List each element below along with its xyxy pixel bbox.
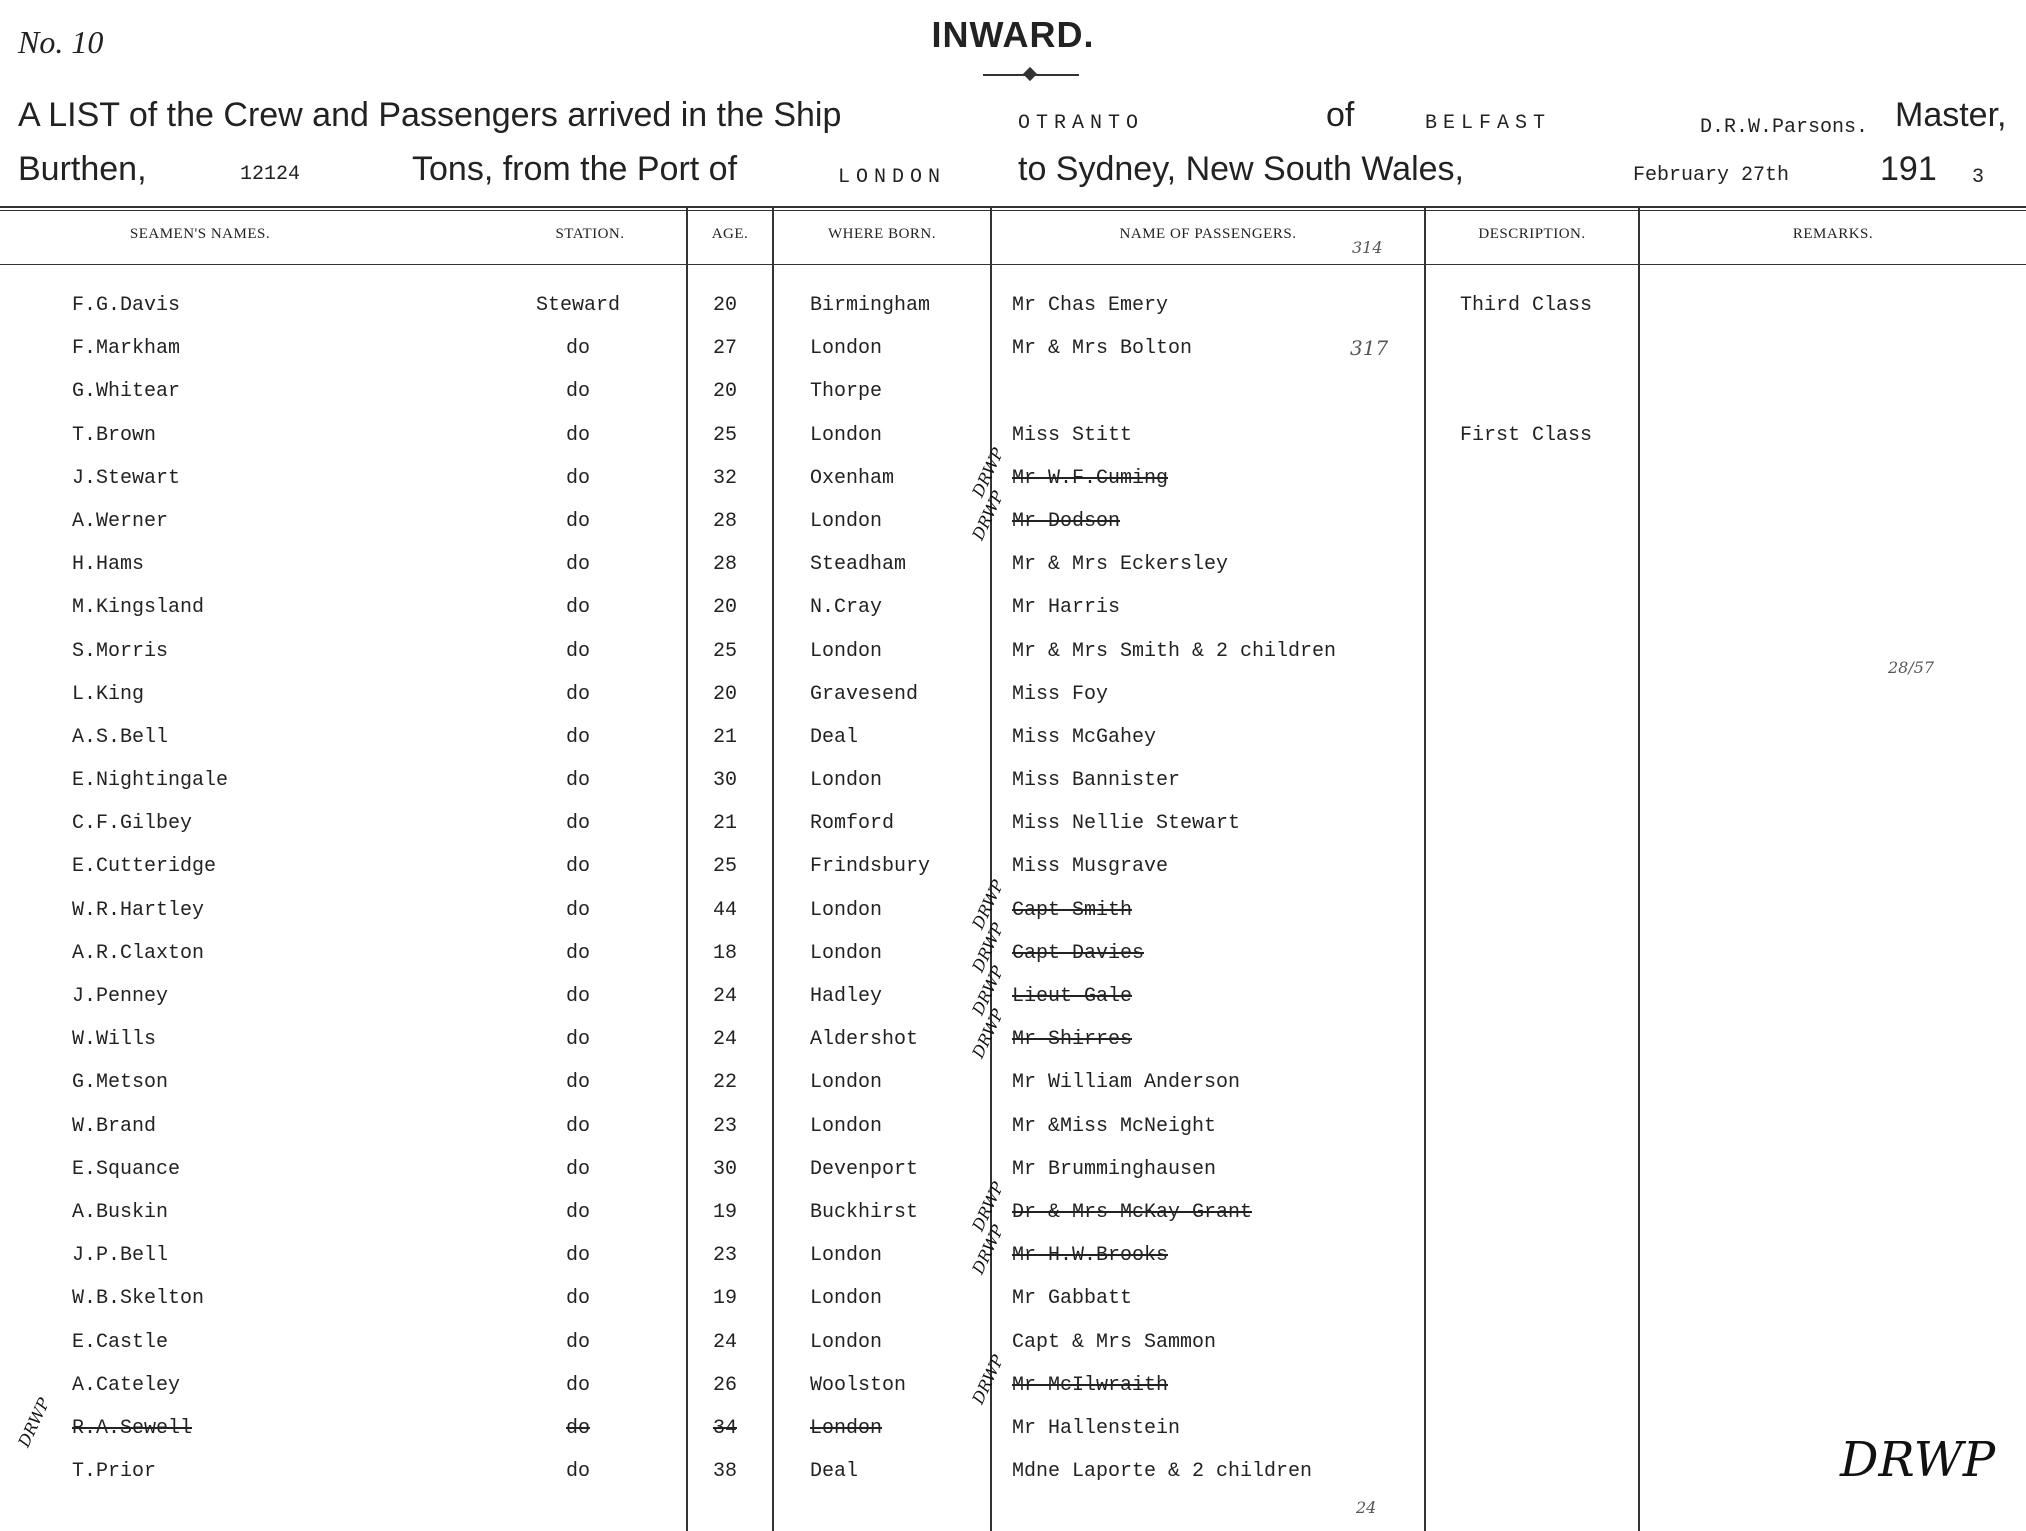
station: do [565,1330,590,1354]
age: 20 [712,380,737,404]
from-port: LONDON [838,166,947,189]
table-row [0,416,2026,459]
seaman-name: E.Cutteridge [72,855,217,879]
seaman-name: F.Markham [72,337,181,361]
where-born: London [810,1416,883,1440]
passenger-name: Mr Chas Emery [1012,294,1169,317]
passenger-name: Mr & Mrs Eckersley [1012,553,1229,577]
ship-name: OTRANTO [1018,112,1145,135]
table-row [0,1351,2026,1409]
passenger-name: Mr H.W.Brooks [1012,1244,1169,1268]
ornament-divider [983,74,1079,76]
age: 20 [712,596,737,620]
age: 27 [712,337,737,361]
station: do [565,855,590,879]
table-row [0,963,2026,1020]
table-row [0,1107,2026,1150]
table-row [0,919,2026,977]
where-born: Steadham [810,553,907,577]
master-name: D.R.W.Parsons. [1700,116,1869,139]
where-born: Birmingham [810,294,931,317]
table-row [0,718,2026,761]
age: 32 [712,466,737,490]
age: 28 [712,553,737,577]
table-row [0,487,2026,545]
station: do [565,380,590,404]
table-row [0,761,2026,804]
where-born: London [810,1330,883,1354]
table-row [0,1323,2026,1366]
station: do [565,812,590,836]
initials-mark: DRWP [968,444,1008,500]
passenger-name: Mr Harris [1012,596,1121,620]
passenger-name: Miss Nellie Stewart [1012,812,1241,836]
age: 23 [712,1244,737,1268]
year-suffix: 3 [1972,166,1985,189]
rule-header [0,264,2026,265]
table-row [0,632,2026,675]
seaman-name: A.R.Claxton [72,941,205,965]
seaman-name: W.B.Skelton [72,1287,205,1311]
passenger-name: Lieut Gale [1012,985,1133,1008]
tons-label: Tons, from the Port of [412,150,738,188]
where-born: Hadley [810,985,883,1008]
table-body [0,286,2026,1495]
age: 30 [712,769,737,793]
passenger-name: Mr Gabbatt [1012,1287,1133,1311]
where-born: Deal [810,1460,859,1484]
station: do [565,423,590,447]
initials-mark: DRWP [968,919,1008,975]
where-born: Romford [810,812,895,836]
seaman-name: W.Brand [72,1114,157,1138]
description: Third Class [1460,294,1593,317]
port-of-registry: BELFAST [1425,112,1552,135]
seaman-name: G.Whitear [72,380,181,404]
where-born: London [810,509,883,533]
passenger-name: Miss McGahey [1012,725,1157,749]
document-header [0,0,2026,210]
table-row [0,1279,2026,1322]
station: do [565,1200,590,1224]
table-row [0,1063,2026,1106]
station: do [565,682,590,706]
station: do [565,509,590,533]
age: 18 [712,941,737,965]
seaman-name: H.Hams [72,553,145,577]
col-header-passengers: NAME OF PASSENGERS. [1119,226,1297,242]
table-row [0,329,2026,372]
pencil-note-top: 314 [1352,238,1383,257]
initials-mark: DRWP [968,963,1008,1018]
table-row [0,1178,2026,1236]
station: do [565,1460,590,1484]
seaman-name: S.Morris [72,639,169,663]
seaman-name: E.Squance [72,1157,181,1181]
where-born: London [810,639,883,663]
seaman-name: W.Wills [72,1028,157,1052]
where-born: Gravesend [810,682,919,706]
station: do [565,337,590,361]
master-signature: DRWP [1840,1432,1996,1488]
station: do [565,1114,590,1138]
age: 20 [712,682,737,706]
pencil-note-remarks: 28/57 [1888,658,1935,677]
passenger-name: Miss Musgrave [1012,855,1169,879]
year-prefix: 191 [1880,150,1937,188]
initials-mark: DRWP [968,876,1008,932]
rule-top-thin [0,210,2026,211]
list-number: No. 10 [18,24,104,60]
seaman-name: E.Castle [72,1330,169,1354]
burthen-label: Burthen, [18,150,147,188]
seaman-name: M.Kingsland [72,596,205,620]
age: 22 [712,1071,737,1095]
where-born: London [810,941,883,965]
seaman-name: A.Cateley [72,1373,181,1397]
passenger-name: Dr & Mrs McKay Grant [1012,1200,1253,1224]
seaman-name: T.Brown [72,423,157,447]
table-row [0,372,2026,415]
passenger-name: Mr Brumminghausen [1012,1157,1217,1181]
station: do [565,1416,590,1440]
seaman-name: J.Penney [72,985,169,1008]
initials-mark: DRWP [968,1006,1008,1062]
station: do [565,1373,590,1397]
where-born: London [810,423,883,447]
passenger-name: Mr McIlwraith [1012,1373,1169,1397]
age: 19 [712,1200,737,1224]
station: do [565,725,590,749]
seaman-name: G.Metson [72,1071,169,1095]
passenger-name: Mr & Mrs Smith & 2 children [1012,639,1337,663]
col-header-names: SEAMEN'S NAMES. [129,226,271,242]
age: 25 [712,639,737,663]
age: 28 [712,509,737,533]
seaman-name: L.King [72,682,145,706]
age: 30 [712,1157,737,1181]
initials-mark: DRWP [968,1222,1008,1278]
passenger-name: Capt Smith [1012,898,1133,922]
line1-prefix: A LIST of the Crew and Passengers arrived in the Ship [18,96,842,134]
description: First Class [1460,423,1593,447]
where-born: Woolston [810,1373,907,1397]
passenger-name: Mr Hallenstein [1012,1416,1181,1440]
table-row [0,588,2026,631]
where-born: Aldershot [810,1028,919,1052]
table-row [0,876,2026,934]
heading-inward: INWARD. [931,14,1095,55]
where-born: London [810,1287,883,1311]
where-born: London [810,1071,883,1095]
age: 44 [712,898,737,922]
age: 21 [712,812,737,836]
station: do [565,941,590,965]
table-row [0,847,2026,890]
where-born: N.Cray [810,596,883,620]
passenger-name: Miss Stitt [1012,423,1133,447]
where-born: London [810,1114,883,1138]
table-row [0,675,2026,718]
age: 25 [712,423,737,447]
passenger-name: Mr Shirres [1012,1028,1133,1052]
where-born: London [810,769,883,793]
station: Steward [535,294,620,317]
seaman-name: A.S.Bell [72,725,169,749]
age: 21 [712,725,737,749]
passenger-name: Mr William Anderson [1012,1071,1241,1095]
seaman-name: A.Buskin [72,1200,169,1224]
passenger-name: Mr &Miss McNeight [1012,1114,1217,1138]
initials-mark: DRWP [14,1394,54,1450]
table-row [0,286,2026,329]
col-header-born: WHERE BORN. [828,226,936,242]
age: 26 [712,1373,737,1397]
age: 19 [712,1287,737,1311]
of-label: of [1326,96,1355,134]
age: 24 [712,985,737,1008]
station: do [565,1287,590,1311]
where-born: Buckhirst [810,1200,919,1224]
station: do [565,769,590,793]
station: do [565,1028,590,1052]
age: 38 [712,1460,737,1484]
col-header-station: STATION. [555,226,625,242]
age: 23 [712,1114,737,1138]
passenger-name: Miss Bannister [1012,769,1181,793]
where-born: Frindsbury [810,855,931,879]
where-born: Oxenham [810,466,895,490]
initials-mark: DRWP [968,1351,1008,1407]
rule-top [0,206,2026,208]
master-label: Master, [1895,96,2007,134]
col-header-description: DESCRIPTION. [1478,226,1586,242]
table-row [0,444,2026,502]
seaman-name: T.Prior [72,1460,157,1484]
age: 20 [712,294,737,317]
seaman-name: E.Nightingale [72,769,229,793]
seaman-name: C.F.Gilbey [72,812,193,836]
where-born: London [810,898,883,922]
seaman-name: A.Werner [72,509,169,533]
where-born: Deal [810,725,859,749]
station: do [565,1157,590,1181]
col-header-remarks: REMARKS. [1792,226,1874,242]
passenger-name: Mr W.F.Cuming [1012,466,1169,490]
where-born: Thorpe [810,380,883,404]
station: do [565,1071,590,1095]
date: February 27th [1633,164,1790,187]
table-row [0,1452,2026,1495]
pencil-note-row2: 317 [1350,336,1389,360]
table-row [0,1006,2026,1063]
age: 34 [712,1416,737,1440]
col-header-age: AGE. [711,226,749,242]
where-born: London [810,337,883,361]
passenger-name: Capt Davies [1012,941,1145,965]
initials-mark: DRWP [968,487,1008,543]
age: 24 [712,1028,737,1052]
station: do [565,466,590,490]
passenger-name: Miss Foy [1012,682,1109,706]
burthen-value: 12124 [240,163,301,186]
station: do [565,553,590,577]
station: do [565,985,590,1008]
seaman-name: F.G.Davis [72,294,181,317]
seaman-name: J.Stewart [72,466,181,490]
passenger-name: Mr & Mrs Bolton [1012,337,1193,361]
table-row [0,1222,2026,1279]
table-row [0,1150,2026,1193]
station: do [565,596,590,620]
seaman-name: J.P.Bell [72,1244,169,1268]
station: do [565,898,590,922]
table-row [0,804,2026,847]
table-row [0,545,2026,588]
seaman-name: W.R.Hartley [72,898,205,922]
crew-passenger-table [0,206,2026,1531]
passenger-name: Capt & Mrs Sammon [1012,1330,1217,1354]
age: 25 [712,855,737,879]
where-born: London [810,1244,883,1268]
where-born: Devenport [810,1157,919,1181]
passenger-name: Mdne Laporte & 2 children [1012,1460,1313,1484]
initials-mark: DRWP [968,1178,1008,1234]
station: do [565,639,590,663]
passenger-name: Mr Dodson [1012,509,1121,533]
to-label: to Sydney, New South Wales, [1018,150,1464,188]
age: 24 [712,1330,737,1354]
station: do [565,1244,590,1268]
table-row [0,1394,2026,1452]
seaman-name: R.A.Sewell [72,1416,193,1440]
pencil-note-bottom: 24 [1356,1498,1377,1517]
